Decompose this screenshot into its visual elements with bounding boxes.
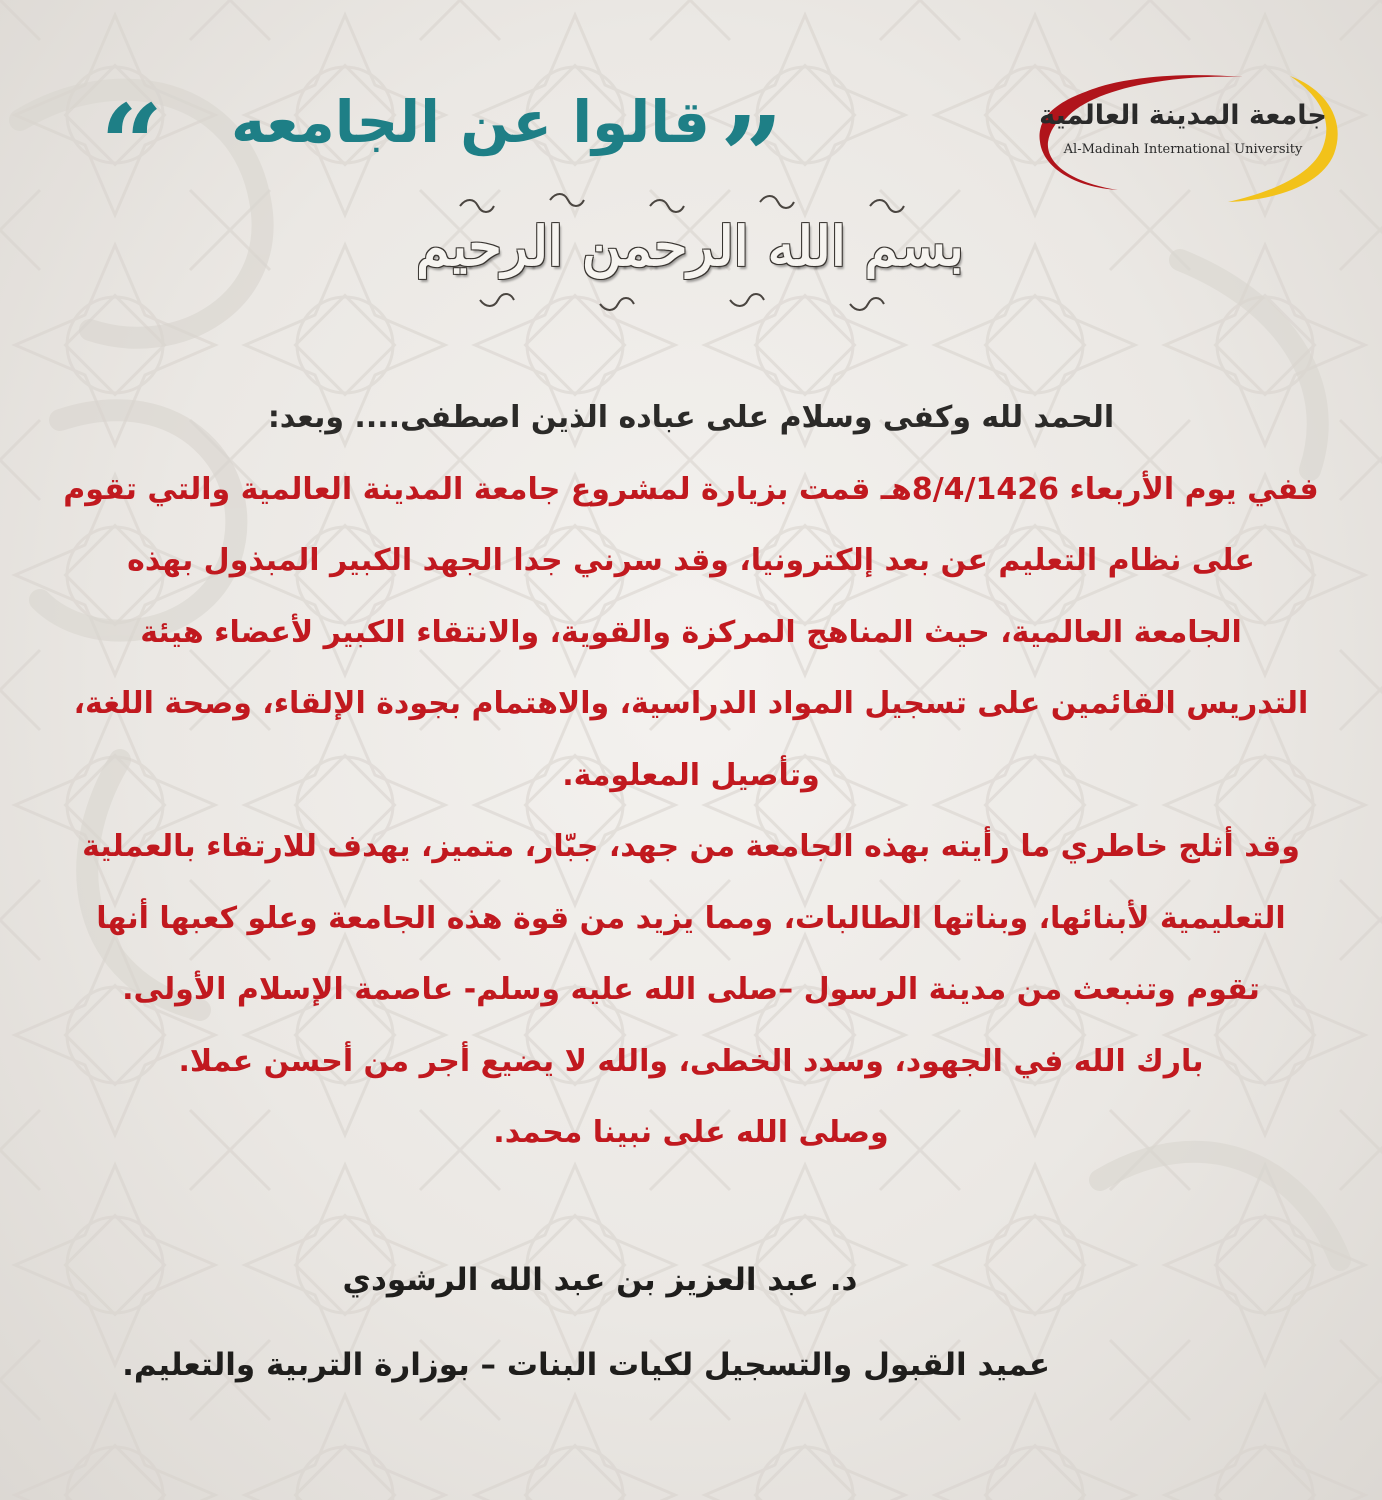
university-logo bbox=[1028, 62, 1348, 212]
letter-line: وتأصيل المعلومة. bbox=[562, 757, 820, 793]
letter-line: ففي يوم الأربعاء 8/4/1426هـ قمت بزيارة لمشروع جامعة المدينة العالمية والتي تقوم bbox=[63, 471, 1319, 507]
testimonial-letter bbox=[60, 382, 1322, 1169]
letter-intro: الحمد لله وكفى وسلام على عباده الذين اصطفى.... وبعد: bbox=[267, 400, 1115, 435]
letter-line: التدريس القائمين على تسجيل المواد الدراسية، والاهتمام بجودة الإلقاء، وصحة اللغة، bbox=[73, 686, 1309, 721]
logo-crescent-icon bbox=[1028, 62, 1348, 212]
letter-line: على نظام التعليم عن بعد إلكترونيا، وقد سرني جدا الجهد الكبير المبذول بهذه bbox=[127, 543, 1255, 578]
signatory-title: عميد القبول والتسجيل لكيات البنات – بوزارة التربية والتعليم. bbox=[122, 1347, 1050, 1383]
page-title: قالوا عن الجامعه bbox=[230, 88, 710, 156]
logo-arabic-name: جامعة المدينة العالمية bbox=[1039, 100, 1327, 131]
basmala-calligraphy bbox=[400, 188, 980, 318]
signatory-name: د. عبد العزيز بن عبد الله الرشودي bbox=[342, 1262, 858, 1298]
basmala-text: بسم الله الرحمن الرحيم bbox=[416, 214, 964, 278]
page-title-block bbox=[50, 80, 784, 221]
letter-line: بارك الله في الجهود، وسدد الخطى، والله لا يضيع أجر من أحسن عملا. bbox=[178, 1043, 1204, 1079]
letter-line: وقد أثلج خاطري ما رأيته بهذه الجامعة من جهد، جبّار، متميز، يهدف للارتقاء بالعملية bbox=[82, 829, 1300, 864]
letter-line: الجامعة العالمية، حيث المناهج المركزة والقوية، والانتقاء الكبير لأعضاء هيئة bbox=[140, 614, 1242, 650]
logo-english-name: Al-Madinah International University bbox=[1063, 142, 1303, 157]
letter-line: وصلى الله على نبينا محمد. bbox=[493, 1115, 889, 1150]
close-quote-mark: “ bbox=[100, 80, 164, 209]
letter-line: تقوم وتنبعث من مدينة الرسول –صلى الله عليه وسلم- عاصمة الإسلام الأولى. bbox=[122, 972, 1260, 1007]
letter-line: التعليمية لأبنائها، وبناتها الطالبات، ومما يزيد من قوة هذه الجامعة وعلو كعبها أنها bbox=[96, 900, 1286, 936]
open-quote-mark: ” bbox=[720, 92, 784, 221]
